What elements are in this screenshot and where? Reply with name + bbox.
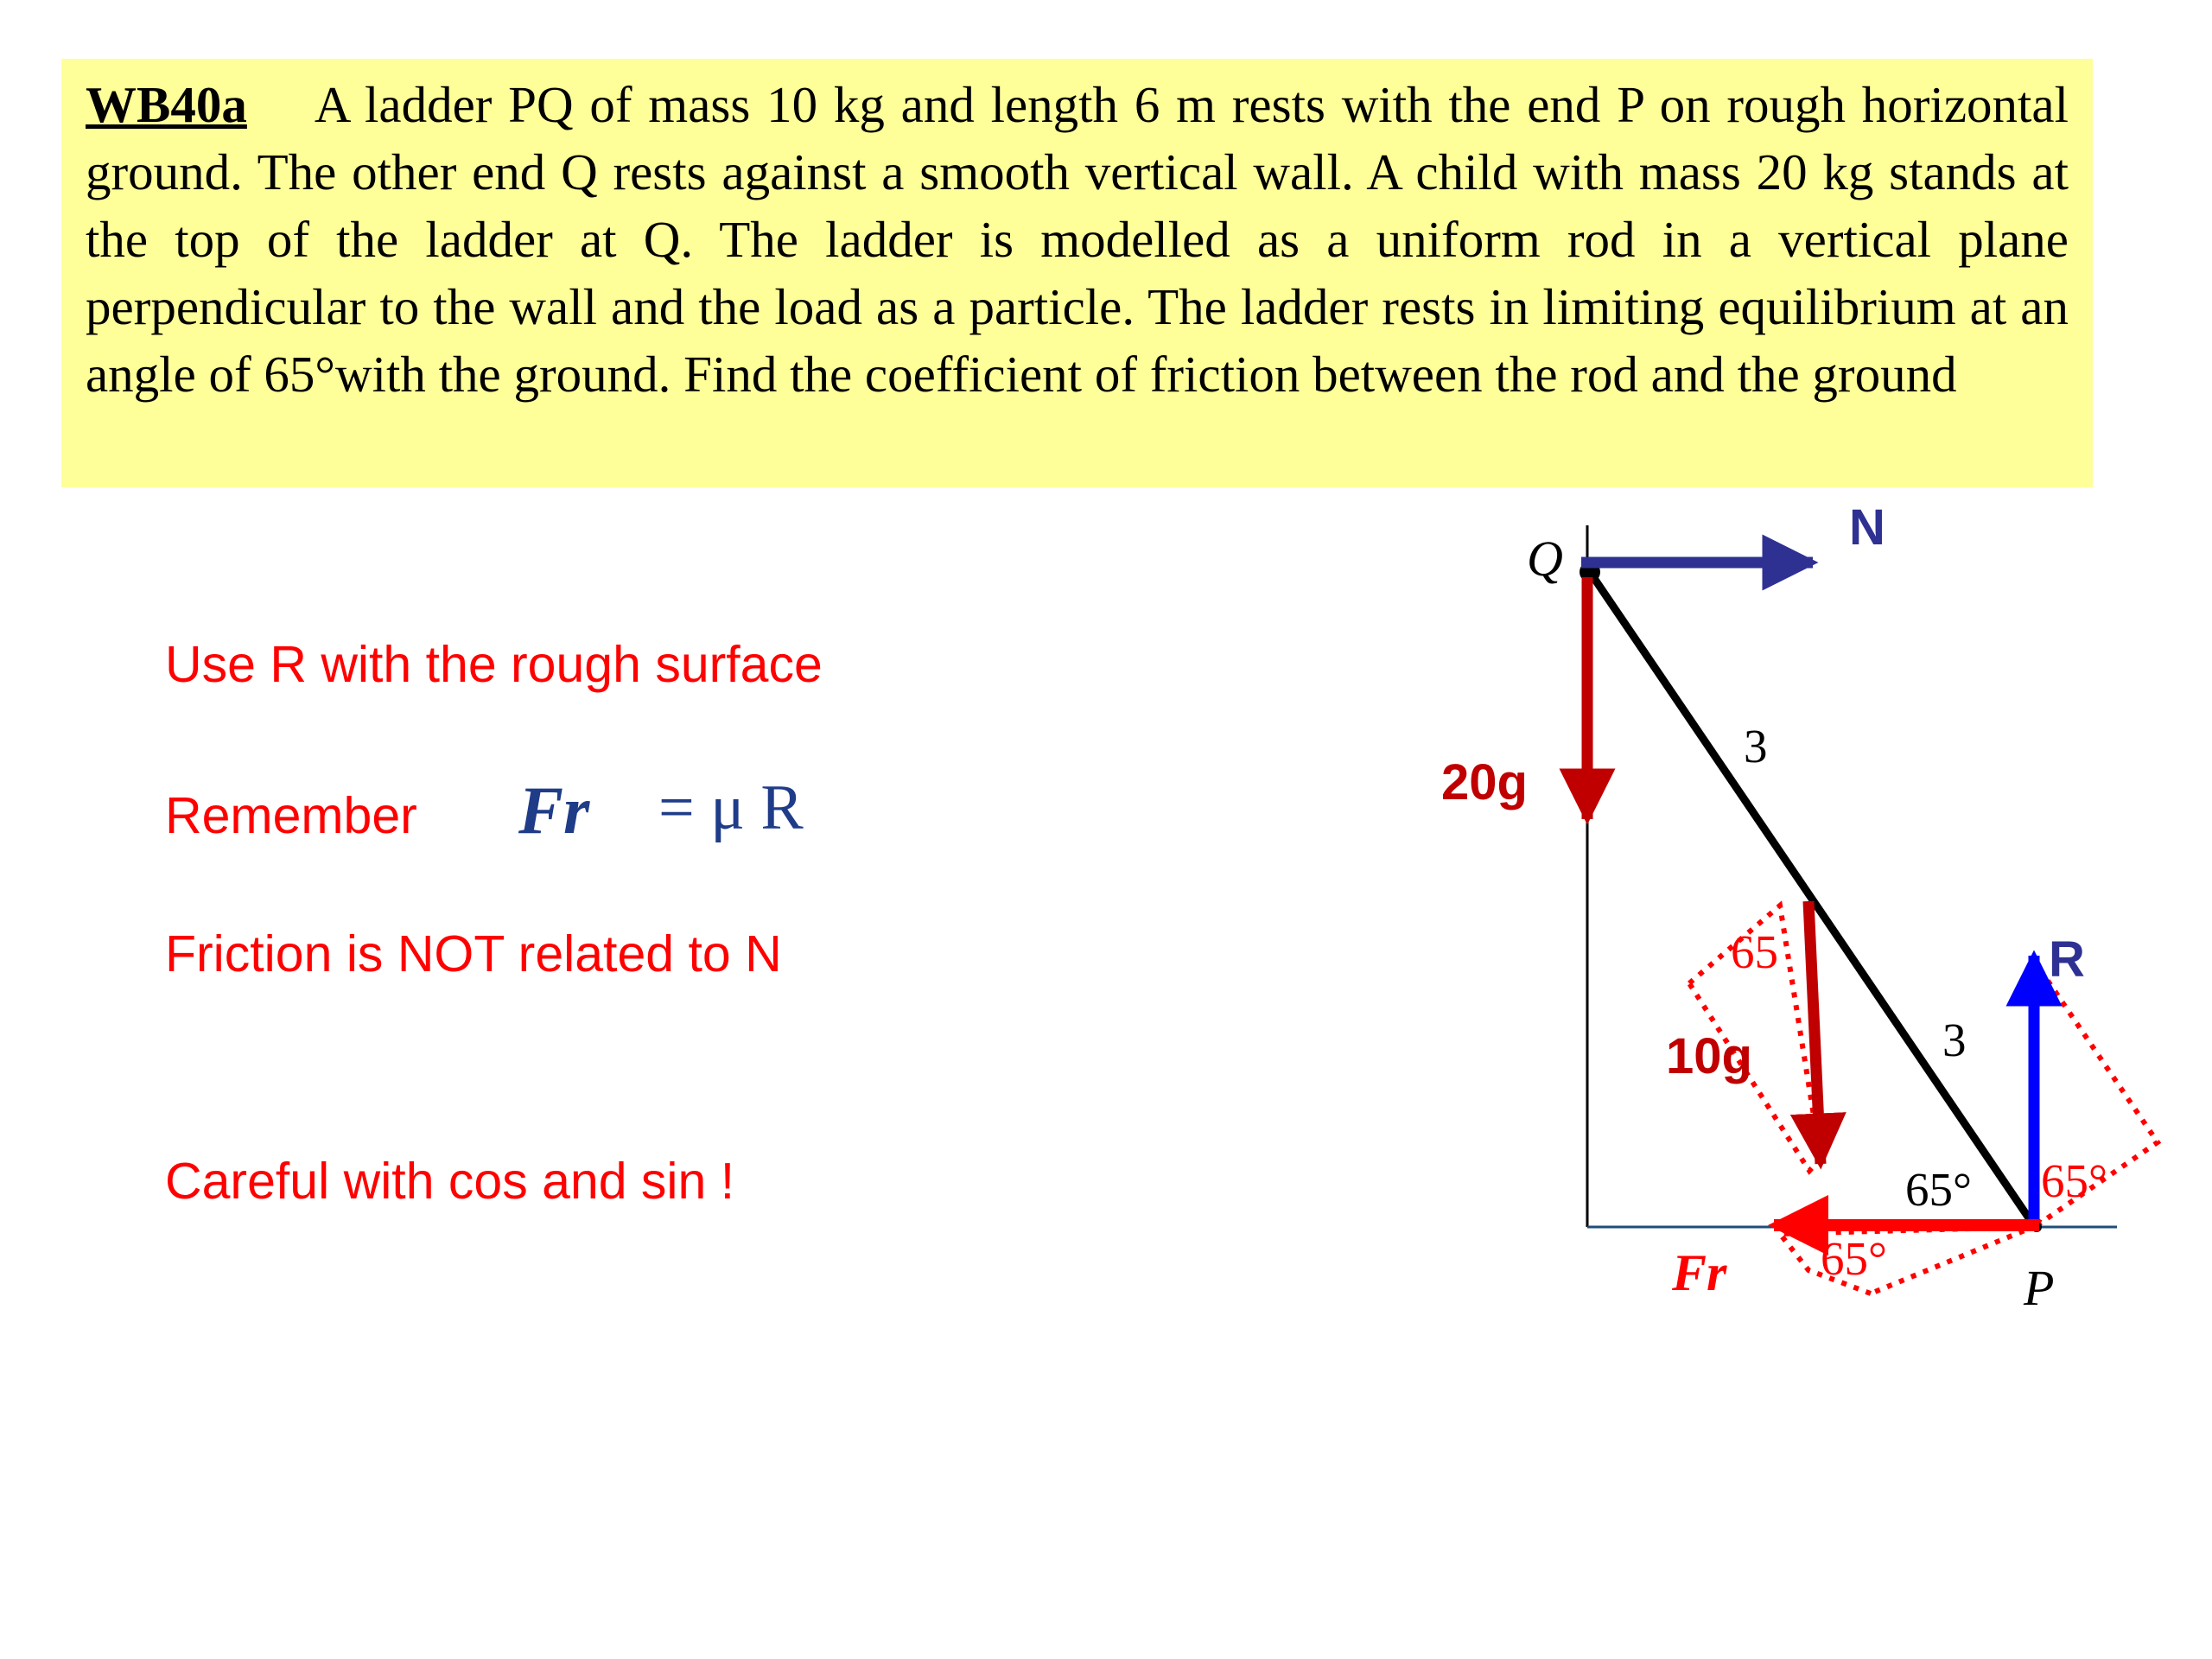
- label-angle-reaction: 65°: [2041, 1154, 2107, 1207]
- ladder-weight-arrow: [1808, 901, 1821, 1164]
- label-lower-half-length: 3: [1942, 1014, 1967, 1066]
- question-id: WB40a: [86, 76, 247, 133]
- formula-lhs: Fr: [518, 772, 590, 848]
- note-careful: Careful with cos and sin !: [165, 1153, 735, 1210]
- label-child-weight: 20g: [1441, 754, 1528, 810]
- note-friction: Friction is NOT related to N: [165, 925, 782, 982]
- label-reaction-force: R: [2049, 931, 2085, 988]
- formula-rhs: = μ R: [658, 772, 804, 843]
- label-ladder-weight: 10g: [1666, 1028, 1752, 1084]
- label-normal-force: N: [1849, 499, 1885, 556]
- label-point-q: Q: [1527, 531, 1563, 587]
- label-friction: Fr: [1672, 1244, 1727, 1301]
- label-angle-ground: 65°: [1905, 1163, 1972, 1216]
- ladder-rod: [1590, 572, 2035, 1227]
- question-text: A ladder PQ of mass 10 kg and length 6 m rests with the end P on rough horizontal ground. The other end Q rests against a smooth vertical wall. A child with mass 20 kg stands at the top of the ladder at Q. The ladder is modelled as a uniform rod in a vertical plane perpendicular to the wall and the load as a particle. The ladder rests in limiting equilibrium at an angle of 65°with the ground. Find the coefficient of friction between the rod and the ground: [86, 76, 2069, 403]
- note-remember: Remember: [165, 787, 417, 844]
- label-angle-weight: 65: [1731, 925, 1778, 978]
- label-angle-friction: 65°: [1821, 1232, 1887, 1285]
- friction-resolution-box: [1780, 1227, 2033, 1294]
- label-upper-half-length: 3: [1744, 720, 1768, 772]
- label-point-p: P: [2024, 1260, 2055, 1316]
- note-rough-surface: Use R with the rough surface: [165, 636, 823, 693]
